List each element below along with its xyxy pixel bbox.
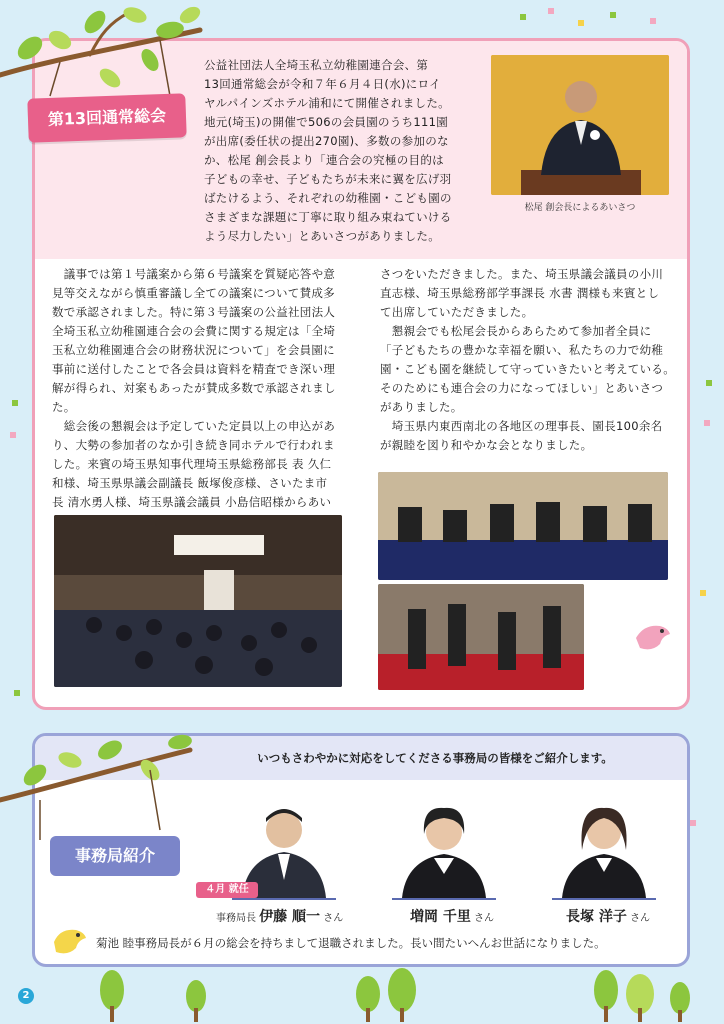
yellow-bird-icon: [50, 922, 90, 958]
confetti: [706, 380, 712, 386]
text-line: よう尽力したい」とあいさつがありました。: [204, 229, 440, 243]
text-line: 子どもの幸せ、子どもたちが未来に翼を広げ羽: [204, 172, 452, 186]
text-line: ヤルパインズホテル浦和にて開催されました。: [204, 96, 450, 110]
staff-name: 伊藤 順一: [259, 909, 321, 925]
underline: [232, 898, 336, 900]
reception-toast-photo: [378, 584, 584, 690]
text-line: 解が得られ、対案もあったが賛成多数で承認されました。: [52, 381, 336, 414]
staff-portrait-nagatsuka: [552, 800, 656, 898]
staff-title: 事務局長: [216, 913, 256, 924]
text-line: 和様、埼玉県県議会副議長 飯塚俊彦様、さいたま市: [52, 476, 328, 490]
confetti: [690, 820, 696, 826]
confetti: [10, 432, 16, 438]
text-line: がありました。: [380, 400, 463, 414]
section-label-general-meeting: 第13回通常総会: [27, 93, 186, 142]
text-line: 地元(埼玉)の開催で506の会員園のうち111園: [204, 115, 449, 129]
staff-suffix: さん: [474, 913, 495, 924]
text-line: 数で承認されました。特に第３号議案の公益社団法人: [52, 305, 336, 319]
confetti: [578, 20, 584, 26]
text-line: 園・こども園を継続して守っていきたいと考えている。: [380, 362, 675, 376]
staff-portrait-masuoka: [392, 800, 496, 898]
confetti: [14, 690, 20, 696]
text-line: 懇親会でも松尾会長からあらためて参加者全員に: [380, 324, 652, 338]
confetti: [520, 14, 526, 20]
staff-name: 増岡 千里: [410, 909, 471, 925]
text-line: 「子どもたちの豊かな幸福を願い、私たちの力で幼稚: [380, 343, 664, 357]
staff-name: 長塚 洋子: [566, 909, 627, 925]
tree-row-illustration: [0, 968, 724, 1024]
text-line: さまざまな課題に丁寧に取り組み束ねていける: [204, 210, 452, 224]
secretariat-intro: いつもさわやかに対応をしてくださる事務局の皆様をご紹介します。: [257, 751, 613, 765]
staff-suffix: さん: [630, 913, 651, 924]
text-line: り、大勢の参加者のなか引き続き同ホテルで行われま: [52, 438, 335, 452]
confetti: [12, 400, 18, 406]
underline: [392, 898, 496, 900]
tree-branch-illustration: [0, 730, 200, 850]
text-line: 長 清水勇人様、埼玉県議会議員 小島信昭様からあい: [52, 495, 332, 509]
reception-head-table-photo: [378, 472, 668, 580]
text-line: ばたけるよう、それぞれの幼稚園・こども園の: [204, 191, 452, 205]
confetti: [610, 12, 616, 18]
text-line: 直志様、埼玉県総務部学事課長 水書 潤様も来賓とし: [380, 286, 660, 300]
meeting-hall-illustration: [54, 515, 342, 687]
retirement-note: 菊池 睦事務局長が６月の総会を持ちまして退職されました。長い間たいへんお世話になりました。: [96, 936, 606, 950]
text-line: そのためにも連合会の力になってほしい」とあいさつ: [380, 381, 664, 395]
text-line: 総会後の懇親会は予定していた定員以上の申込があ: [52, 419, 336, 433]
photo-caption: 松尾 創会長によるあいさつ: [524, 203, 636, 213]
text-line: 埼玉県内東西南北の各地区の理事長、園長100余名: [380, 419, 663, 433]
left-column-text: [52, 265, 352, 512]
right-column-text: [380, 265, 680, 455]
text-line: 全埼玉私立幼稚園連合会の会費に関する規定は「全埼: [52, 324, 336, 338]
new-appointment-badge: ４月 就任: [196, 882, 258, 898]
confetti: [548, 8, 554, 14]
text-line: か、松尾 創会長より「連合会の究極の目的は: [204, 153, 444, 167]
underline: [552, 898, 656, 900]
page-number: 2: [18, 988, 34, 1004]
confetti: [650, 18, 656, 24]
text-line: 見等交えながら慎重審議し全ての議案について賛成多: [52, 286, 335, 300]
text-line: 玉私立幼稚園連合会の財務状況について」を会員園に: [52, 343, 335, 357]
tree-branch-illustration: [0, 0, 220, 110]
text-line: 13回通常総会が令和７年６月４日(水)にロイ: [204, 77, 441, 91]
text-line: が出席(委任状の提出270園)、多数の参加のな: [204, 134, 449, 148]
chairman-figure-illustration: [491, 55, 669, 195]
text-line: 公益社団法人全埼玉私立幼稚園連合会、第: [204, 58, 429, 72]
reception-table-illustration: [378, 472, 668, 580]
text-line: 議事では第１号議案から第６号議案を質疑応答や意: [52, 267, 336, 281]
text-line: が親睦を図り和やかな会となりました。: [380, 438, 593, 452]
chairman-speech-photo: [491, 55, 669, 195]
staff-name-ito: [216, 906, 366, 926]
section-label-secretariat: 事務局紹介: [50, 836, 180, 876]
staff-name-nagatsuka: [566, 906, 686, 926]
staff-name-masuoka: [410, 906, 530, 926]
pink-bird-icon: [632, 616, 672, 656]
reception-toast-illustration: [378, 584, 584, 690]
meeting-hall-photo: [54, 515, 342, 687]
confetti: [704, 420, 710, 426]
text-line: さつをいただきました。また、埼玉県議会議員の小川: [380, 267, 664, 281]
text-line: 事前に送付したことで各会員は資料を精査でき深い理: [52, 362, 336, 376]
confetti: [700, 590, 706, 596]
text-line: した。来賓の埼玉県知事代理埼玉県総務部長 表 久仁: [52, 457, 332, 471]
text-line: て出席していただきました。: [380, 305, 534, 319]
intro-paragraph: [204, 56, 484, 246]
staff-suffix: さん: [323, 913, 344, 924]
